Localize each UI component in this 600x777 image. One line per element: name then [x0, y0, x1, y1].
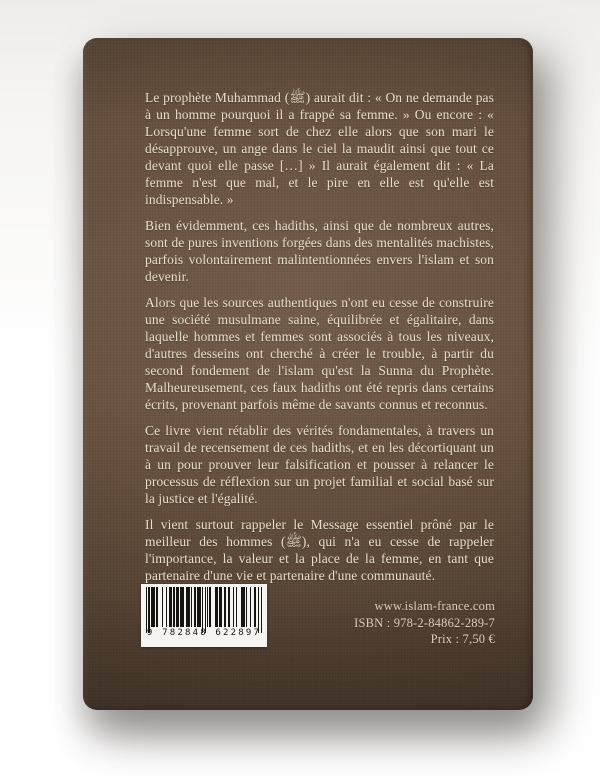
blurb-paragraph: Ce livre vient rétablir des vérités fondamentales, à travers un travail de recensement de ces hadiths, et en les décortiquant un à un pour prouver leur falsification et pousser à relancer le processus de réflexion sur un projet familial et social basé sur la justice et l'égalité.	[145, 423, 494, 506]
website-text: www.islam-france.com	[374, 599, 495, 613]
barcode	[141, 584, 267, 647]
price-text: Prix : 7,50 €	[430, 632, 495, 646]
blurb-paragraph: Alors que les sources authentiques n'ont eu cesse de construire une société musulmane saine, équilibrée et égalitaire, dans laquelle hommes et femmes sont associés à tous les niveaux, d'autres desseins ont cherché à créer le trouble, à partir du second fondement de l'islam qu'est la Sunna du Prophète. Malheureusement, ces faux hadiths ont été repris dans certains écrits, provenant parfois même de savants connus et reconnus.	[145, 295, 494, 412]
book-back-cover	[83, 38, 533, 710]
isbn-text: ISBN : 978-2-84862-289-7	[354, 615, 495, 630]
barcode-bars	[146, 587, 262, 633]
footer-info	[354, 598, 495, 648]
blurb-paragraph: Il vient surtout rappeler le Message essentiel prôné par le meilleur des hommes (ﷺ), qui n'a eu cesse de rappeler l'importance, la valeur et la place de la femme, en tant que partenaire d'une vie et partenaire d'une communauté.	[145, 517, 494, 583]
blurb-paragraph: Bien évidemment, ces hadiths, ainsi que de nombreux autres, sont de pures inventions forgées dans des mentalités machistes, parfois volontairement malintentionnées envers l'islam et son devenir.	[145, 218, 494, 284]
blurb-paragraph: Le prophète Muhammad (ﷺ) aurait dit : « On ne demande pas à un homme pourquoi il a frappé sa femme. » Ou encore : « Lorsqu'une femme sort de chez elle alors que son mari le désapprouve, un ange dans le ciel la maudit ainsi que tout ce devant quoi elle passe […] » Il aurait également dit : « La femme n'est que mal, et le pire en elle est qu'elle est indispensable. »	[145, 90, 494, 207]
barcode-digits: 9 782848 622897	[146, 628, 262, 638]
blurb-text-block	[145, 89, 494, 584]
